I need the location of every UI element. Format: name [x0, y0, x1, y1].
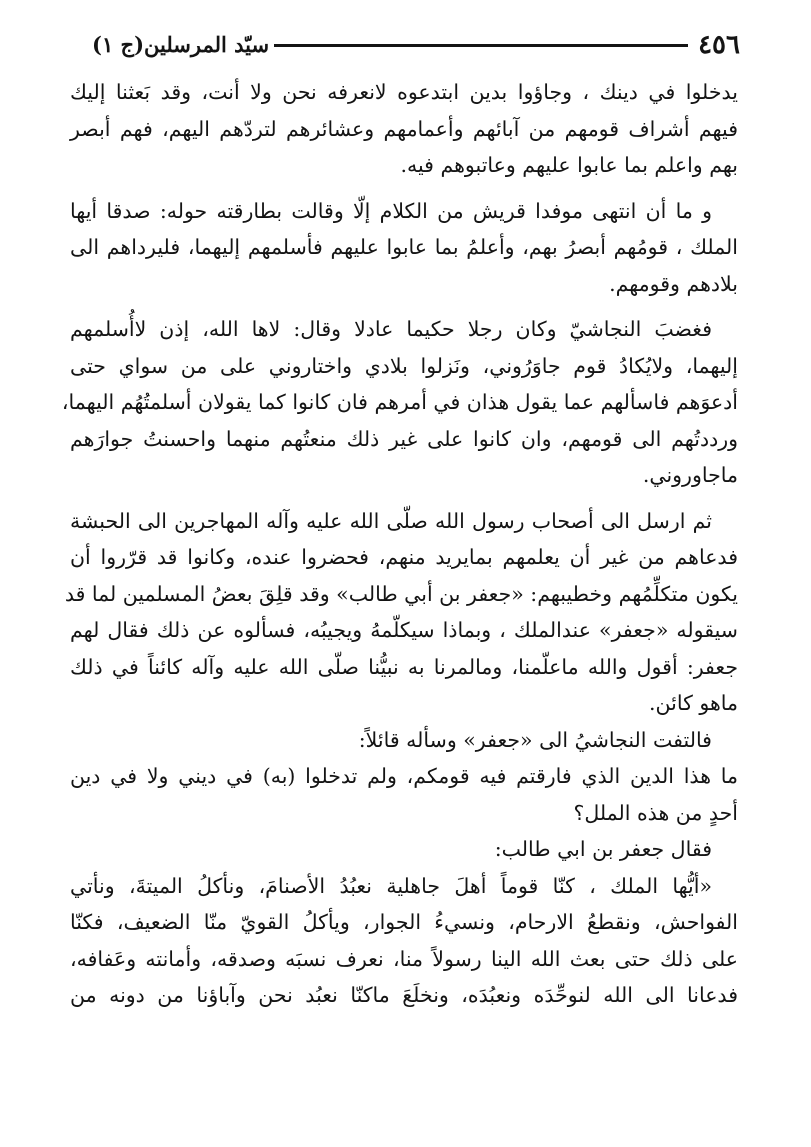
text-line: يكون متكلِّمُهم وخطيبهم: «جعفر بن أبي طالب» وقد قلِقَ بعضُ المسلمين لما قد	[64, 581, 738, 606]
text-line: أحدٍ من هذه الملل؟	[573, 800, 738, 825]
text-line: ما هذا الدين الذي فارقتم فيه قومكم، ولم تدخلوا (به) في ديني ولا في دين	[70, 764, 738, 788]
text-line: فدعاهم من غير أن يعلمهم بمايريد منهم، فحضروا عنده، وكانوا قد قرّروا أن	[70, 545, 738, 569]
text-line: ماجاوروني.	[642, 463, 738, 487]
text-line: فغضبَ النجاشيّ وكان رجلا حكيما عادلا وقال: لاها الله، إذن لاأُسلمهم	[70, 317, 712, 341]
text-line: الفواحش، ونقطعُ الارحام، ونسيءُ الجوار، ويأكلُ القويّ منّا الضعيف، فكنّا	[70, 910, 738, 934]
paragraph-gap	[70, 184, 738, 193]
text-line: بلادهم وقومهم.	[609, 271, 738, 296]
text-line: الملك ، قومُهم أبصرُ بهم، وأعلمُ بما عابوا عليهم فأسلمهم إليهما، فليرداهم الى	[70, 235, 738, 259]
text-line: أدعوَهم فاسألهم عما يقول هذان في أمرهم فان كانوا كما يقولان أسلمتُهُم اليهما،	[61, 390, 738, 414]
text-line: بهم واعلم بما عابوا عليهم وعاتبوهم فيه.	[400, 153, 738, 177]
text-line: ماهو كائن.	[649, 691, 738, 715]
text-line: فالتفت النجاشيُ الى «جعفر» وسأله قائلاً:	[358, 727, 712, 752]
text-line: سيقوله «جعفر» عندالملك ، وبماذا سيكلّمهُ ويجيبُه، فسألوه عن ذلك فقال لهم	[70, 618, 738, 642]
text-line: و ما أن انتهى موفدا قريش من الكلام إلّا وقالت بطارقته حوله: صدقا أيها	[70, 198, 712, 223]
text-line: إليهما، ولايُكادُ قوم جاوَرُوني، ونَزلوا بلادي واختاروني على من سواي حتى	[70, 353, 738, 378]
text-line: فدعانا الى الله لنوحِّدَه ونعبُدَه، ونخلَعَ ماكنّا نعبُد نحن وآباؤنا من دونه من	[70, 983, 738, 1007]
text-line: ثم ارسل الى أصحاب رسول الله صلّى الله عليه وآله المهاجرين الى الحبشة	[70, 508, 712, 533]
text-line: على ذلك حتى بعث الله الينا رسولاً منا، نعرف نسبَه وصدقه، وأمانته وعَفافه،	[70, 946, 738, 971]
text-line: ورددتُهم الى قومهم، وان كانوا على غير ذلك منعتُهم منهما واحسنتُ جوارَهم	[70, 426, 738, 451]
paragraph-gap	[70, 494, 738, 503]
running-title: سيّد المرسلين(ج ١)	[92, 32, 270, 57]
paragraph-gap	[70, 302, 738, 311]
page-number: ٤٥٦	[698, 30, 740, 60]
page-header	[92, 30, 740, 64]
text-line: فيهم أشراف قومهم من آبائهم وأعمامهم وعشائرهم لتردّهم اليهم، فهم أبصر	[70, 116, 738, 141]
header-rule	[274, 44, 688, 47]
text-line: «أيُّها الملك ، كنّا قوماً أهلَ جاهلية نعبُدُ الأصنامَ، ونأكلُ الميتةَ، ونأتي	[70, 873, 712, 898]
text-line: جعفر: أقول والله ماعلّمنا، ومالمرنا به نبيُّنا صلّى الله عليه وآله كائناً في ذلك	[70, 654, 738, 679]
text-line: فقال جعفر بن ابي طالب:	[494, 837, 712, 861]
body-text	[61, 74, 738, 1014]
text-line: يدخلوا في دينك ، وجاؤوا بدين ابتدعوه لانعرفه نحن ولا أنت، وقد بَعثنا إليك	[70, 80, 738, 104]
